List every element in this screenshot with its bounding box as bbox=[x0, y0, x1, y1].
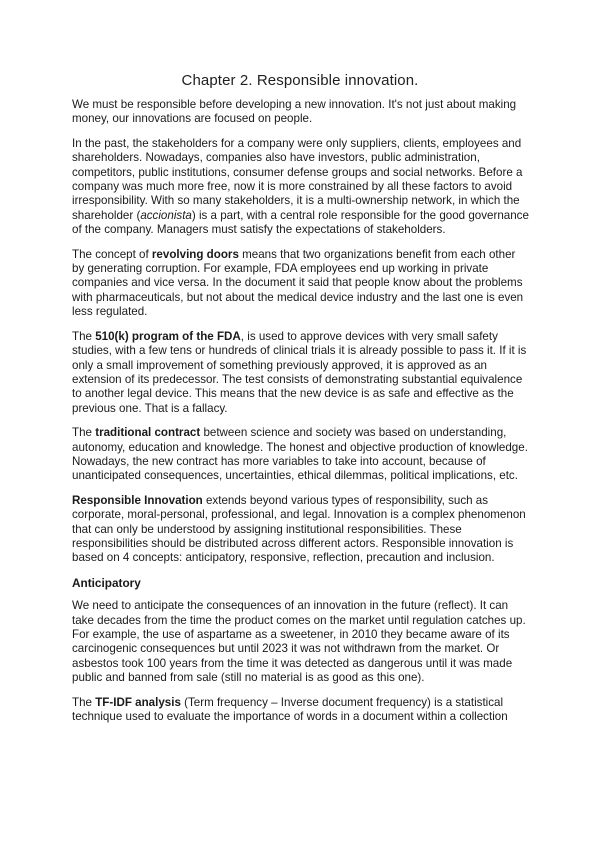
paragraph-text: , is used to approve devices with very small safety studies, with a few tens or hundreds of clinical trials it is already possible to pass it. If it is only a small improvement of something previously approved, it is approved as an extension of its predecessor. The test consists of demonstrating substantial equivalence to another legal device. This means that the new device is as safe and effective as the previous one. That is a fallacy. bbox=[72, 329, 527, 415]
section-heading-anticipatory: Anticipatory bbox=[72, 575, 141, 590]
paragraph-text: extends beyond various types of responsibility, such as corporate, moral-personal, professional, and legal. Innovation is a complex phenomenon that can only be understood by assigning institutional responsibilities. These responsibilities should be distributed across different actors. Responsible innovation is based on 4 concepts: anticipatory, responsive, reflection, precaution and inclusion. bbox=[72, 493, 526, 565]
paragraph-text: In the past, the stakeholders for a company were only suppliers, clients, employees and shareholders. Nowadays, companies also have investors, public administration, competitors, public institutions, consumer defense groups and social networks. Before a company was much more free, now it is more constrained by all these factors to avoid irresponsibility. With so many stakeholders, it is a multi-ownership network, in which the shareholder ( bbox=[72, 136, 523, 222]
paragraph-510k bbox=[72, 330, 530, 416]
page-title: Chapter 2. Responsible innovation. bbox=[181, 72, 419, 89]
paragraph-intro: We must be responsible before developing a new innovation. It's not just about making money, our innovations are focused on people. bbox=[72, 98, 517, 126]
paragraph-text: (Term frequency – Inverse document frequency) is a statistical technique used to evaluate the importance of words in a document within a collection bbox=[72, 695, 508, 724]
document-body bbox=[72, 98, 530, 734]
paragraph-traditional-contract bbox=[72, 426, 530, 484]
italic-term: accionista bbox=[140, 208, 192, 222]
paragraph-stakeholders bbox=[72, 137, 530, 238]
paragraph-responsible-innovation bbox=[72, 494, 530, 566]
paragraph-text: The concept of bbox=[72, 247, 152, 261]
paragraph-anticipate: We need to anticipate the consequences of an innovation in the future (reflect). It can take decades from the time the product comes on the market until regulation catches up. For example, the use of aspartame as a sweetener, in 2010 they became aware of its carcinogenic consequences but until 2023 it was not withdrawn from the market. Or asbestos took 100 years from the time it was detected as dangerous until it was made public and banned from sale (still no material is as good as this one). bbox=[72, 599, 526, 685]
paragraph-revolving-doors bbox=[72, 248, 530, 320]
paragraph-text: ) is a part, with a central role responsible for the good governance of the company. Managers must satisfy the expectations of stakeholders. bbox=[72, 208, 529, 237]
paragraph-text: The bbox=[72, 329, 96, 343]
paragraph-text: means that two organizations benefit from each other by generating corruption. For example, FDA employees end up working in private companies and vice versa. In the document it said that people know about the problems with pharmaceuticals, but not about the medical device industry and the last one is even less regulated. bbox=[72, 247, 524, 319]
bold-term: traditional contract bbox=[95, 426, 201, 440]
bold-term: Responsible Innovation bbox=[72, 493, 203, 507]
paragraph-text: The bbox=[72, 695, 96, 709]
bold-term: revolving doors bbox=[151, 247, 239, 261]
bold-term: TF-IDF analysis bbox=[95, 695, 181, 709]
bold-term: 510(k) program of the FDA bbox=[95, 329, 241, 343]
paragraph-tfidf bbox=[72, 696, 530, 725]
paragraph-text: between science and society was based on understanding, autonomy, education and knowledge. The honest and objective production of knowledge. Nowadays, the new contract has more variables to take into account, because of unanticipated consequences, uncertainties, ethical dilemmas, political implications, etc. bbox=[72, 426, 528, 483]
paragraph-text: The bbox=[72, 426, 96, 440]
